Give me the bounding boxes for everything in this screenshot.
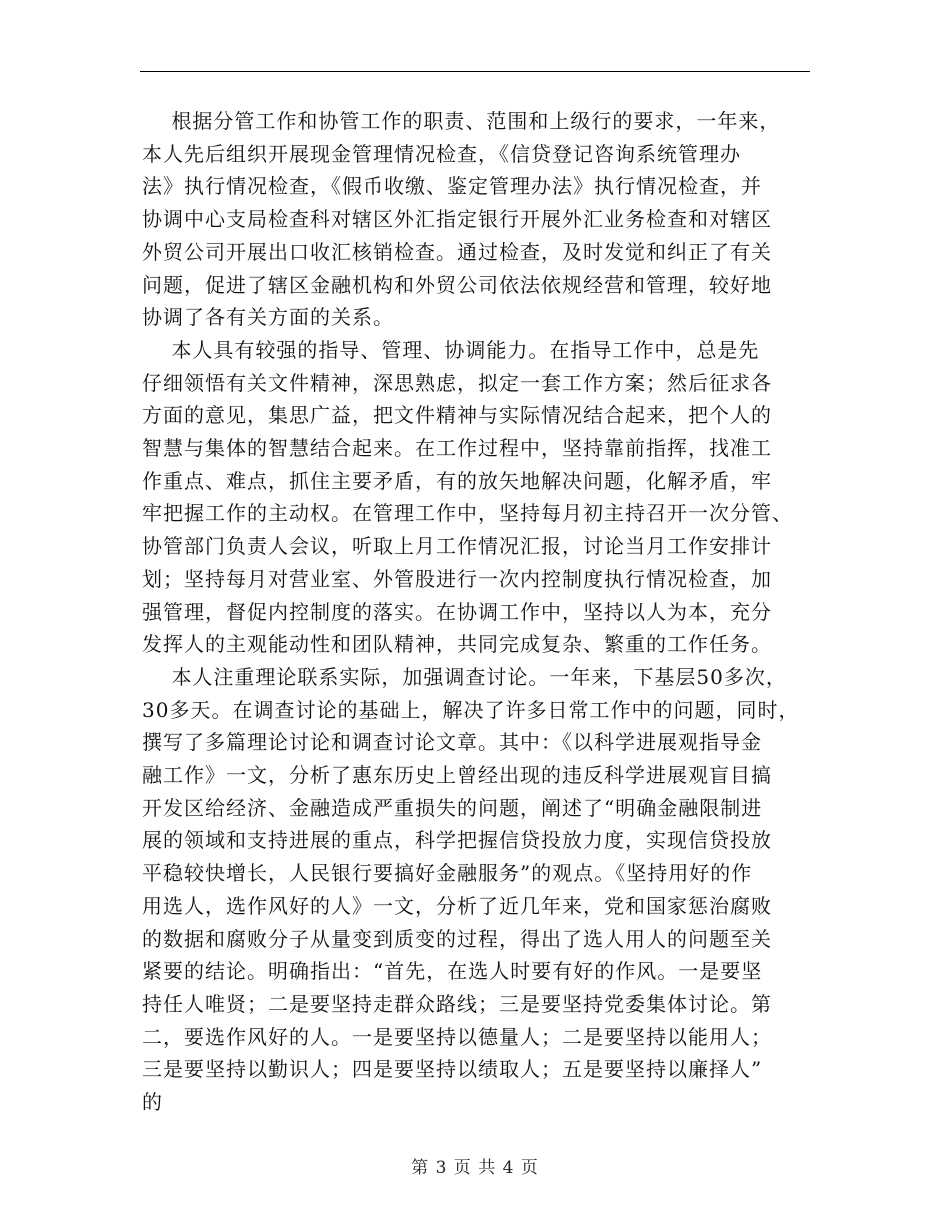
- paragraph-2: 本人具有较强的指导、管理、协调能力。在指导工作中，总是先 仔细领悟有关文件精神，深思熟虑，拟定一套工作方案；然后征求各 方面的意见，集思广益，把文件精神与实际情况结合起来，把个人的 智慧与集体的智慧结合起来。在工作过程中，坚持靠前指挥，找准工 作重点、难点，抓住主要矛盾，有的放矢地解决问题，化解矛盾，牢 牢把握工作的主动权。在管理工作中，坚持每月初主持召开一次分管、 协管部门负责人会议，听取上月工作情况汇报，讨论当月工作安排计 划；坚持每月对营业室、外管股进行一次内控制度执行情况检查，加 强管理，督促内控制度的落实。在协调工作中，坚持以人为本，充分 发挥人的主观能动性和团队精神，共同完成复杂、繁重的工作任务。: [142, 337, 793, 657]
- paragraph-3: 本人注重理论联系实际，加强调查讨论。一年来，下基层50多次， 30多天。在调查讨论的基础上，解决了许多日常工作中的问题，同时， 撰写了多篇理论讨论和调查讨论文章。其中：《以科学进展观指导金 融工作》一文，分析了惠东历史上曾经出现的违反科学进展观盲目搞 开发区给经济、金融造成严重损失的问题，阐述了“明确金融限制进 展的领域和支持进展的重点，科学把握信贷投放力度，实现信贷投放 平稳较快增长，人民银行要搞好金融服务”的观点。《坚持用好的作 用选人，选作风好的人》一文，分析了近几年来，党和国家惩治腐败 的数据和腐败分子从量变到质变的过程，得出了选人用人的问题至关 紧要的结论。明确指出：“首先，在选人时要有好的作风。一是要坚 持任人唯贤；二是要坚持走群众路线；三是要坚持党委集体讨论。第 二，要选作风好的人。一是要坚持以德量人；二是要坚持以能用人； 三是要坚持以勤识人；四是要坚持以绩取人；五是要坚持以廉择人” 的: [142, 664, 800, 1115]
- paragraph-1: 根据分管工作和协管工作的职责、范围和上级行的要求，一年来， 本人先后组织开展现金管理情况检查，《信贷登记咨询系统管理办 法》执行情况检查，《假币收缴、鉴定管理办法》执行情况检查，并 协调中心支局检查科对辖区外汇指定银行开展外汇业务检查和对辖区 外贸公司开展出口收汇核销检查。通过检查，及时发觉和纠正了有关 问题，促进了辖区金融机构和外贸公司依法依规经营和管理，较好地 协调了各有关方面的关系。: [142, 109, 781, 330]
- document-body: [142, 105, 816, 1119]
- header-rule: [140, 71, 810, 72]
- page-number: 第 3 页 共 4 页: [411, 1158, 539, 1178]
